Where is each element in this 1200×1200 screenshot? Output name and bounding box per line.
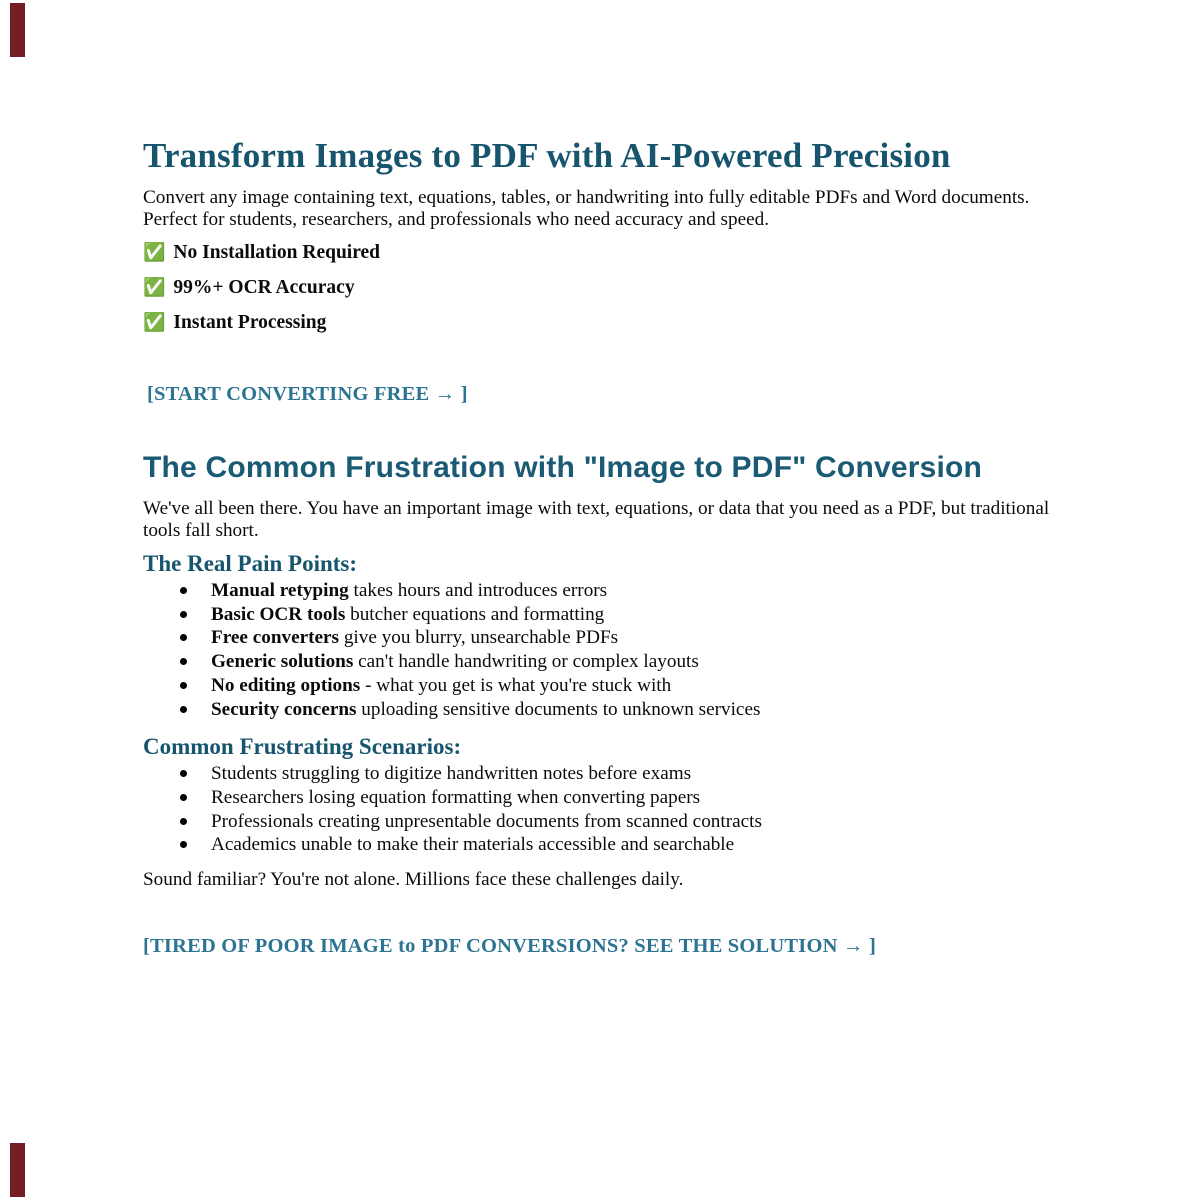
benefit-label: 99%+ OCR Accuracy bbox=[173, 277, 355, 298]
frustration-heading: The Common Frustration with "Image to PDF" Conversion bbox=[143, 451, 983, 484]
benefit-label: No Installation Required bbox=[173, 242, 381, 263]
scenario-item: Professionals creating unpresentable documents from scanned contracts bbox=[143, 810, 1060, 834]
scenario-item: Students struggling to digitize handwritten notes before exams bbox=[143, 762, 1060, 786]
pain-points-list bbox=[143, 579, 1060, 721]
pain-point-rest: uploading sensitive documents to unknown services bbox=[356, 698, 761, 720]
benefit-label: Instant Processing bbox=[173, 312, 327, 333]
pain-point-lead: Free converters bbox=[211, 627, 340, 649]
pain-point-item bbox=[143, 674, 1060, 698]
pain-points-heading: The Real Pain Points: bbox=[143, 551, 358, 576]
pain-point-lead: Manual retyping bbox=[211, 580, 349, 601]
pain-point-rest: takes hours and introduces errors bbox=[348, 580, 608, 601]
scenarios-heading: Common Frustrating Scenarios: bbox=[143, 734, 462, 760]
see-the-solution-link[interactable]: [TIRED OF POOR IMAGE to PDF CONVERSIONS? SEE THE SOLUTION → ] bbox=[143, 934, 877, 957]
pain-point-item bbox=[143, 603, 1060, 627]
page-corner-mark-top bbox=[10, 3, 25, 57]
scenarios-list bbox=[143, 762, 1060, 857]
start-converting-link[interactable]: [START CONVERTING FREE → ] bbox=[147, 383, 468, 405]
check-icon: ✅ bbox=[143, 312, 166, 333]
pain-point-item bbox=[143, 650, 1060, 674]
pain-point-lead: No editing options bbox=[211, 674, 361, 696]
benefit-item-instant-processing bbox=[143, 311, 1060, 335]
scenario-item: Academics unable to make their materials accessible and searchable bbox=[143, 833, 1060, 857]
check-icon: ✅ bbox=[143, 277, 166, 298]
scenario-item: Researchers losing equation formatting when converting papers bbox=[143, 786, 1060, 810]
pain-point-rest: butcher equations and formatting bbox=[345, 603, 605, 625]
benefit-item-no-installation bbox=[143, 241, 1060, 265]
pain-point-rest: - what you get is what you're stuck with bbox=[360, 674, 672, 696]
pain-point-rest: give you blurry, unsearchable PDFs bbox=[339, 627, 619, 649]
benefit-item-ocr-accuracy bbox=[143, 276, 1060, 300]
closing-paragraph: Sound familiar? You're not alone. Millions face these challenges daily. bbox=[143, 869, 684, 891]
pain-point-lead: Security concerns bbox=[211, 698, 357, 720]
page-title: Transform Images to PDF with AI-Powered Precision bbox=[143, 136, 951, 175]
check-icon: ✅ bbox=[143, 242, 166, 263]
pain-point-lead: Basic OCR tools bbox=[211, 603, 346, 625]
frustration-intro-paragraph: We've all been there. You have an important image with text, equations, or data that you need as a PDF, but traditional tools fall short. bbox=[143, 498, 1050, 541]
hero-intro-paragraph: Convert any image containing text, equations, tables, or handwriting into fully editable PDFs and Word documents. Perfect for students, researchers, and professionals who need accuracy and speed. bbox=[143, 187, 1030, 230]
pain-point-rest: can't handle handwriting or complex layouts bbox=[353, 651, 699, 673]
pain-point-item bbox=[143, 579, 1060, 603]
page-corner-mark-bottom bbox=[10, 1143, 25, 1197]
benefits-list bbox=[143, 241, 1060, 335]
pain-point-lead: Generic solutions bbox=[211, 651, 354, 673]
pain-point-item bbox=[143, 698, 1060, 722]
pain-point-item bbox=[143, 626, 1060, 650]
